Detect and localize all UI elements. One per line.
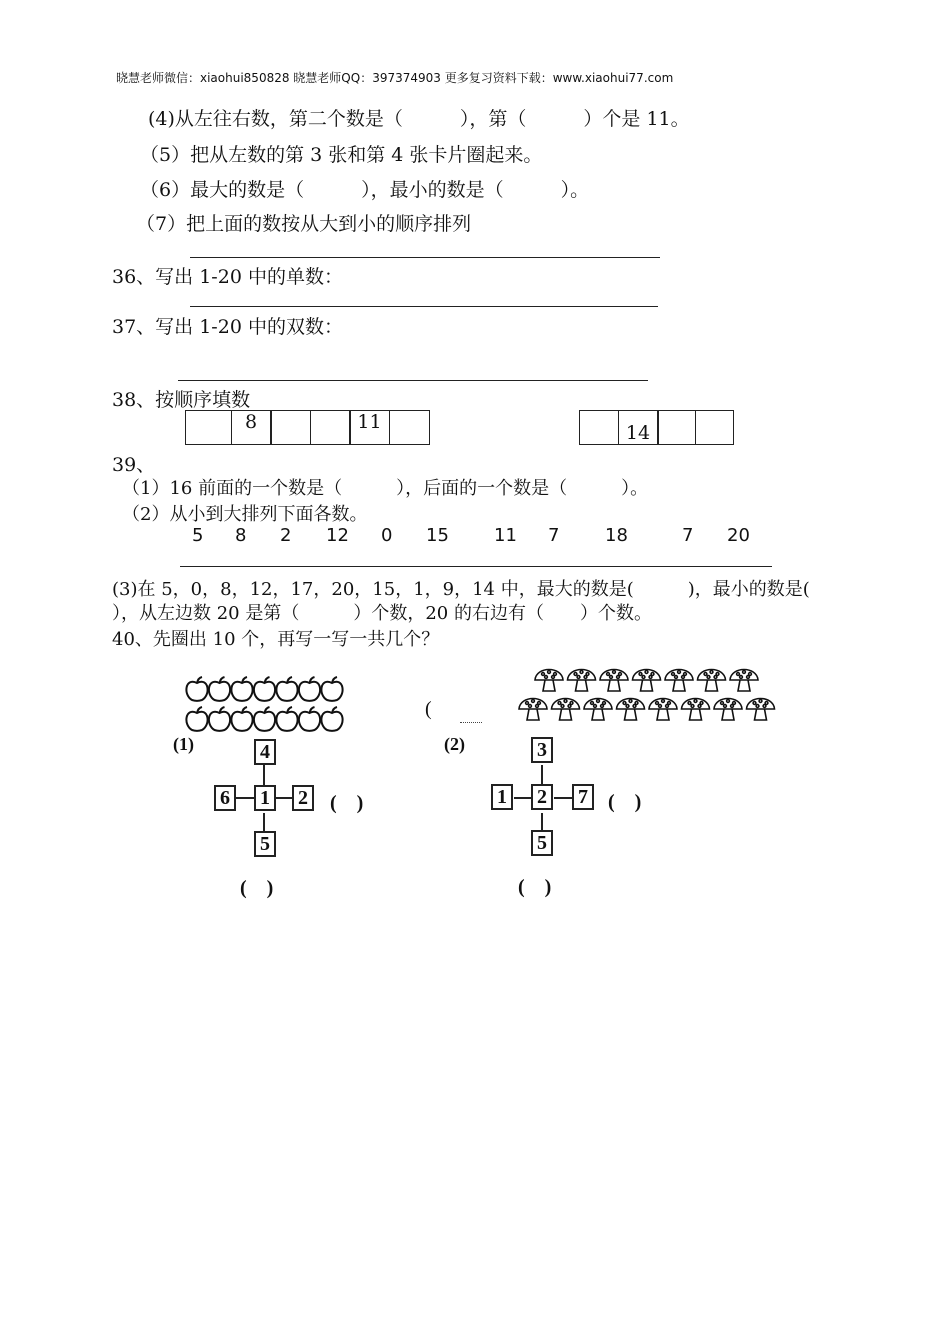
number-item: 7 — [548, 525, 560, 546]
mushroom-icon — [535, 670, 563, 692]
sequence-cell[interactable] — [389, 410, 430, 445]
q39-part3-line2: ），从左边数 20 是第（ ）个数，20 的右边有（ ）个数。 — [112, 603, 652, 624]
apple-icon — [321, 677, 342, 701]
mushroom-icon — [730, 670, 758, 692]
sequence-cell: 8 — [231, 410, 272, 445]
mushrooms-group — [515, 660, 780, 724]
mushroom-icon — [600, 670, 628, 692]
number-item: 5 — [192, 525, 204, 546]
mushroom-icon — [649, 699, 677, 721]
answer-line — [178, 380, 648, 381]
number-item: 15 — [426, 525, 449, 546]
apple-icon — [254, 677, 275, 701]
q35-part4: (4)从左往右数，第二个数是（ ），第（ ）个是 11。 — [148, 108, 690, 130]
number-item: 18 — [605, 525, 628, 546]
mushroom-icon — [714, 699, 742, 721]
sequence-cell[interactable] — [695, 410, 734, 445]
q38-sequence-row-1 — [185, 410, 430, 445]
q39-part2: （2）从小到大排列下面各数。 — [122, 504, 368, 525]
mushroom-icon — [552, 699, 580, 721]
apple-icon — [276, 677, 297, 701]
q39-part3-line1: (3)在 5，0，8，12，17，20，15，1，9，14 中，最大的数是( )，最小的数是( — [112, 579, 810, 600]
sequence-cell: 14 — [618, 410, 659, 445]
q39-number-list — [0, 525, 950, 549]
mushroom-icon — [682, 699, 710, 721]
stray-paren: ( — [425, 698, 432, 720]
apple-icon — [231, 677, 252, 701]
apple-icon — [299, 677, 320, 701]
figure-1-center-box: 1 — [254, 785, 276, 811]
sequence-cell[interactable] — [270, 410, 311, 445]
mushroom-icon — [698, 670, 726, 692]
apple-icon — [186, 677, 207, 701]
stray-mark — [460, 722, 482, 731]
figure-2-bottom-answer[interactable]: ( ) — [518, 876, 552, 898]
number-item: 2 — [280, 525, 292, 546]
figure-2-bottom-box: 5 — [531, 830, 553, 856]
apple-icon — [209, 707, 230, 731]
q35-part7: （7）把上面的数按从大到小的顺序排列 — [136, 213, 472, 235]
figure-1-bottom-answer[interactable]: ( ) — [240, 877, 274, 899]
q35-part5: （5）把从左数的第 3 张和第 4 张卡片圈起来。 — [140, 144, 543, 166]
apples-group — [182, 672, 352, 732]
sequence-cell[interactable] — [657, 410, 696, 445]
number-item: 7 — [682, 525, 694, 546]
apple-icon — [299, 707, 320, 731]
q36-text: 36、写出 1-20 中的单数： — [112, 266, 343, 288]
mushroom-icon — [747, 699, 775, 721]
apple-icon — [186, 707, 207, 731]
mushroom-icon — [584, 699, 612, 721]
apple-icon — [276, 707, 297, 731]
q35-part6: （6）最大的数是（ ），最小的数是（ ）。 — [140, 179, 590, 201]
figure-2-label: (2) — [444, 734, 465, 754]
mushroom-icon — [568, 670, 596, 692]
figure-2-left-box: 1 — [491, 784, 513, 810]
sequence-cell[interactable] — [310, 410, 351, 445]
figure-1-left-box: 6 — [214, 785, 236, 811]
figure-1-label: (1) — [173, 734, 194, 754]
apple-icon — [209, 677, 230, 701]
number-item: 11 — [494, 525, 517, 546]
answer-line — [180, 566, 772, 567]
figure-1-top-box: 4 — [254, 739, 276, 765]
q40-text: 40、先圈出 10 个，再写一写一共几个？ — [112, 629, 440, 650]
number-item: 20 — [727, 525, 750, 546]
figure-1-right-box: 2 — [292, 785, 314, 811]
mushroom-icon — [665, 670, 693, 692]
mushroom-icon — [519, 699, 547, 721]
figure-2-right-box: 7 — [572, 784, 594, 810]
apple-icon — [231, 707, 252, 731]
number-item: 0 — [381, 525, 393, 546]
figure-2-center-box: 2 — [531, 784, 553, 810]
apple-icon — [321, 707, 342, 731]
sequence-cell[interactable] — [185, 410, 232, 445]
mushroom-icon — [617, 699, 645, 721]
figure-2-side-answer[interactable]: ( ) — [608, 791, 642, 813]
mushroom-icon — [633, 670, 661, 692]
figure-1-side-answer[interactable]: ( ) — [330, 792, 364, 814]
q38-sequence-row-2 — [579, 410, 734, 445]
q37-text: 37、写出 1-20 中的双数： — [112, 316, 343, 338]
q38-text: 38、按顺序填数 — [112, 389, 251, 411]
q39-part1: （1）16 前面的一个数是（ ），后面的一个数是（ ）。 — [122, 478, 649, 499]
answer-line — [190, 306, 658, 307]
apple-icon — [254, 707, 275, 731]
number-item: 8 — [235, 525, 247, 546]
page-header: 晓慧老师微信：xiaohui850828 晓慧老师QQ：397374903 更多复习资料下载：www.xiaohui77.com — [116, 71, 674, 85]
figure-1-bottom-box: 5 — [254, 831, 276, 857]
q39-title: 39、 — [112, 454, 156, 476]
number-item: 12 — [326, 525, 349, 546]
figure-2-top-box: 3 — [531, 737, 553, 763]
answer-line — [190, 257, 660, 258]
sequence-cell[interactable] — [579, 410, 619, 445]
sequence-cell: 11 — [349, 410, 390, 445]
